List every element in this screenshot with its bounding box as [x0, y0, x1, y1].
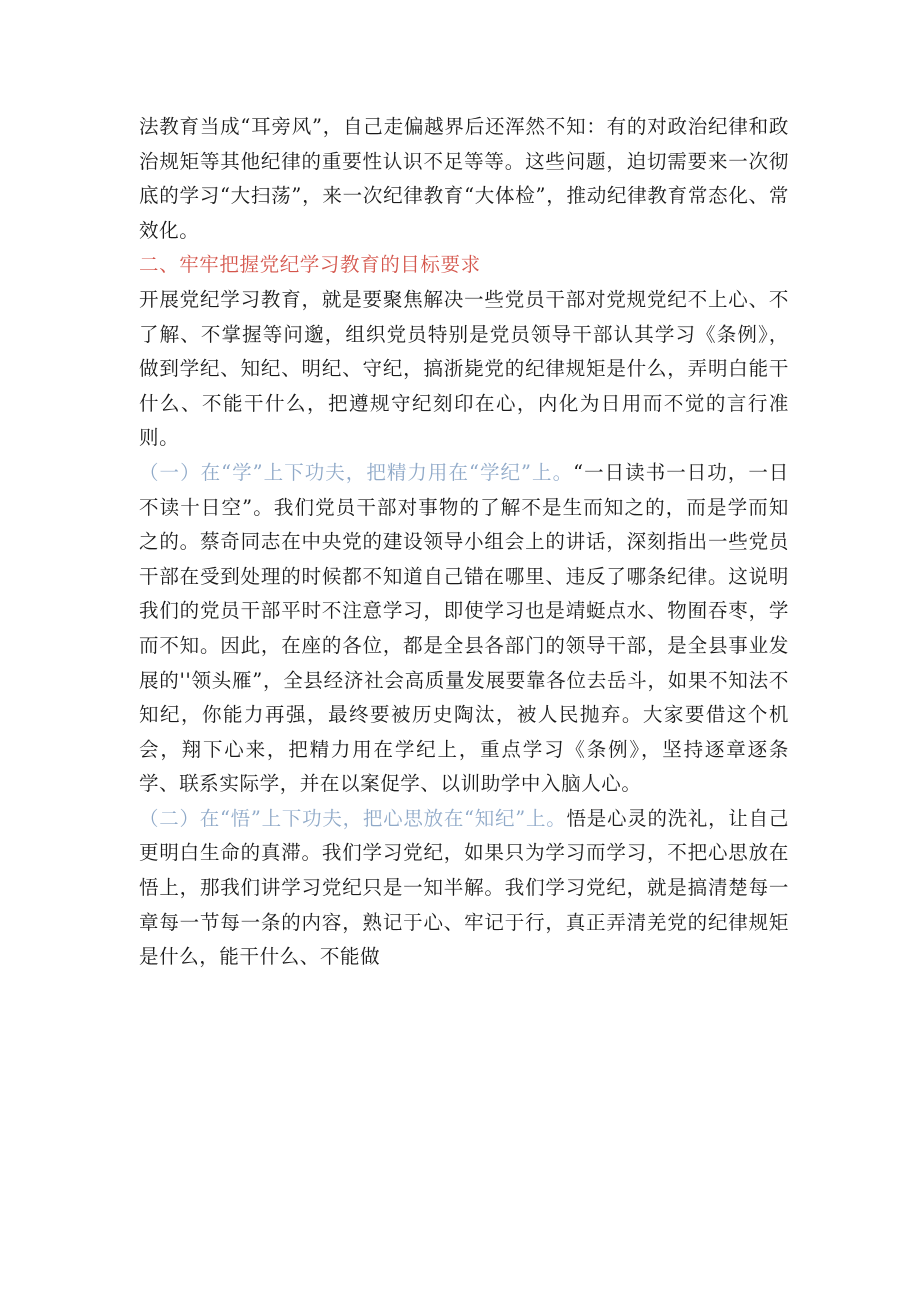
- paragraph-2: [139, 283, 789, 456]
- paragraph-3-text: “一日读书一日功，一日不读十日空”。我们党员干部对事物的了解不是生而知之的，而是学而知之的。蔡奇同志在中央党的建设领导小组会上的讲话，深刻指出一些党员干部在受到处理的时候都不知道自己错在哪里、违反了哪条纪律。这说明我们的党员干部平时不注意学习，即使学习也是靖蜓点水、物囿吞枣，学而不知。因此，在座的各位，都是全县各部门的领导干部，是全县事业发展的''领头雁”，全县经济社会高质量发展要靠各位去岳斗，如果不知法不知纪，你能力再强，最终要被历史陶汰，被人民抛弃。大家要借这个机会，翔下心来，把精力用在学纪上，重点学习《条例》，坚持逐章逐条学、联系实际学，并在以案促学、以训助学中入脑人心。: [139, 460, 789, 796]
- paragraph-1-text: 法教育当成“耳旁风”，自己走偏越界后还浑然不知：有的对政治纪律和政治规矩等其他纪律的重要性认识不足等等。这些问题，迫切需要来一次彻底的学习“大扫荡”，来一次纪律教育“大体检”，推动纪律教育常态化、常效化。: [139, 115, 789, 242]
- paragraph-2-text: 开展党纪学习教育，就是要聚焦解决一些党员干部对党规党纪不上心、不了解、不掌握等问邈，组织党员特别是党员领导干部认其学习《条例》，做到学纪、知纪、明纪、守纪，搞浙毙党的纪律规矩是什么，弄明白能干什么、不能干什么，把遵规守纪刻印在心，内化为日用而不觉的言行准则。: [139, 287, 789, 450]
- paragraph-4-text: 悟是心灵的洗礼，让自己更明白生命的真滞。我们学习党纪，如果只为学习而学习，不把心思放在悟上，那我们讲学习党纪只是一知半解。我们学习党纪，就是搞清楚每一章每一节每一条的内容，熟记于心、牢记于行，真正弄清羌党的纪律规矩是什么，能干什么、不能做: [139, 806, 789, 969]
- document-page: [139, 110, 789, 975]
- paragraph-1: [139, 110, 789, 248]
- paragraph-3: [139, 456, 789, 802]
- section-heading-text: 二、牢牢把握党纪学习教育的目标要求: [139, 253, 481, 277]
- section-heading: [139, 248, 789, 283]
- paragraph-4: [139, 802, 789, 975]
- subheading-1: （一）在“学”上下功夫，把精力用在“学纪”上。: [139, 460, 574, 484]
- subheading-2: （二）在“悟”上下功夫，把心思放在“知纪”上。: [139, 806, 567, 830]
